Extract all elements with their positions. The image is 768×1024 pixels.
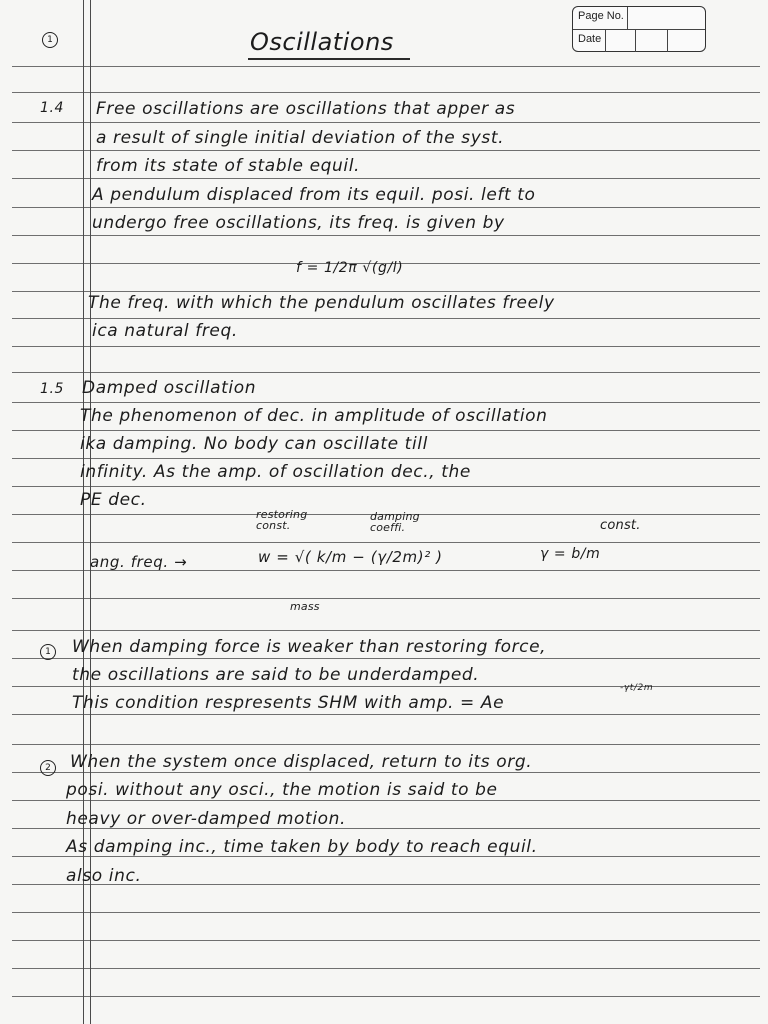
case2-line-3: heavy or over-damped motion. [66,809,347,829]
s14-closing-2: ica natural freq. [92,321,238,341]
s14-line-2: a result of single initial deviation of the syst. [96,128,505,148]
case2-line-4: As damping inc., time taken by body to reach equil. [66,837,538,857]
case-1-marker: 1 [40,644,56,660]
case2-line-2: posi. without any osci., the motion is said to be [66,780,498,800]
ruled-line [12,542,760,543]
ruled-line [12,318,760,319]
page-no-separator [627,7,628,29]
ruled-line [12,430,760,431]
ruled-line [12,912,760,913]
ruled-line [12,486,760,487]
s15-line-4: PE dec. [80,490,147,510]
page-date-box [572,6,706,52]
s14-line-1: Free oscillations are oscillations that apper as [96,99,516,119]
ruled-line [12,207,760,208]
ruled-line [12,744,760,745]
date-label: Date [578,33,602,45]
ruled-line [12,402,760,403]
s15-line-2: ika damping. No body can oscillate till [80,434,428,454]
ruled-line [12,122,760,123]
date-sep-1 [605,30,606,52]
page-no-row [573,7,705,29]
case1-line-1: When damping force is weaker than restoring force, [72,637,547,657]
mass-label: mass [290,600,320,613]
ruled-line [12,996,760,997]
date-sep-2 [635,30,636,52]
ruled-line [12,346,760,347]
ang-freq-formula: w = √( k/m − (γ/2m)² ) [258,548,443,566]
s14-line-4: A pendulum displaced from its equil. posi. left to [92,185,536,205]
s15-heading: Damped oscillation [82,378,257,398]
annotation-restoring-const: restoring const. [256,508,308,532]
ruled-line [12,291,760,292]
ruled-line [12,940,760,941]
ang-freq-label: ang. freq. → [90,553,188,571]
case2-line-5: also inc. [66,866,142,886]
const-label: const. [600,518,641,533]
case1-line-2: the oscillations are said to be underdamped. [72,665,480,685]
section-number-1-4: 1.4 [40,100,65,116]
case1-line-3: This condition respresents SHM with amp. = Ae [72,693,505,713]
ruled-line [12,458,760,459]
page-title: Oscillations [250,28,394,56]
s14-formula: f = 1/2π √(g/l) [296,260,404,276]
title-underline [248,58,410,60]
s14-closing-1: The freq. with which the pendulum oscillates freely [88,293,555,313]
ruled-line [12,372,760,373]
ruled-line [12,178,760,179]
ruled-line [12,800,760,801]
date-row [573,29,705,52]
section-number-1-5: 1.5 [40,381,65,397]
case1-exponent: -γt/2m [620,683,654,693]
ruled-line [12,658,760,659]
ruled-line [12,235,760,236]
ruled-line [12,630,760,631]
ruled-line [12,772,760,773]
ruled-line [12,714,760,715]
s14-line-3: from its state of stable equil. [96,156,361,176]
s14-line-5: undergo free oscillations, its freq. is given by [92,213,505,233]
annotation-damping-coeff: damping coeffi. [370,510,420,534]
ruled-line [12,92,760,93]
ruled-line [12,150,760,151]
ruled-line [12,66,760,67]
s15-line-1: The phenomenon of dec. in amplitude of oscillation [80,406,548,426]
ruled-line [12,598,760,599]
page-no-label: Page No. [578,10,624,22]
s15-line-3: infinity. As the amp. of oscillation dec., the [80,462,471,482]
ruled-line [12,968,760,969]
page-number-circle: 1 [42,32,58,48]
case2-line-1: When the system once displaced, return to its org. [70,752,533,772]
gamma-formula: γ = b/m [540,546,601,562]
date-sep-3 [667,30,668,52]
case-2-marker: 2 [40,760,56,776]
